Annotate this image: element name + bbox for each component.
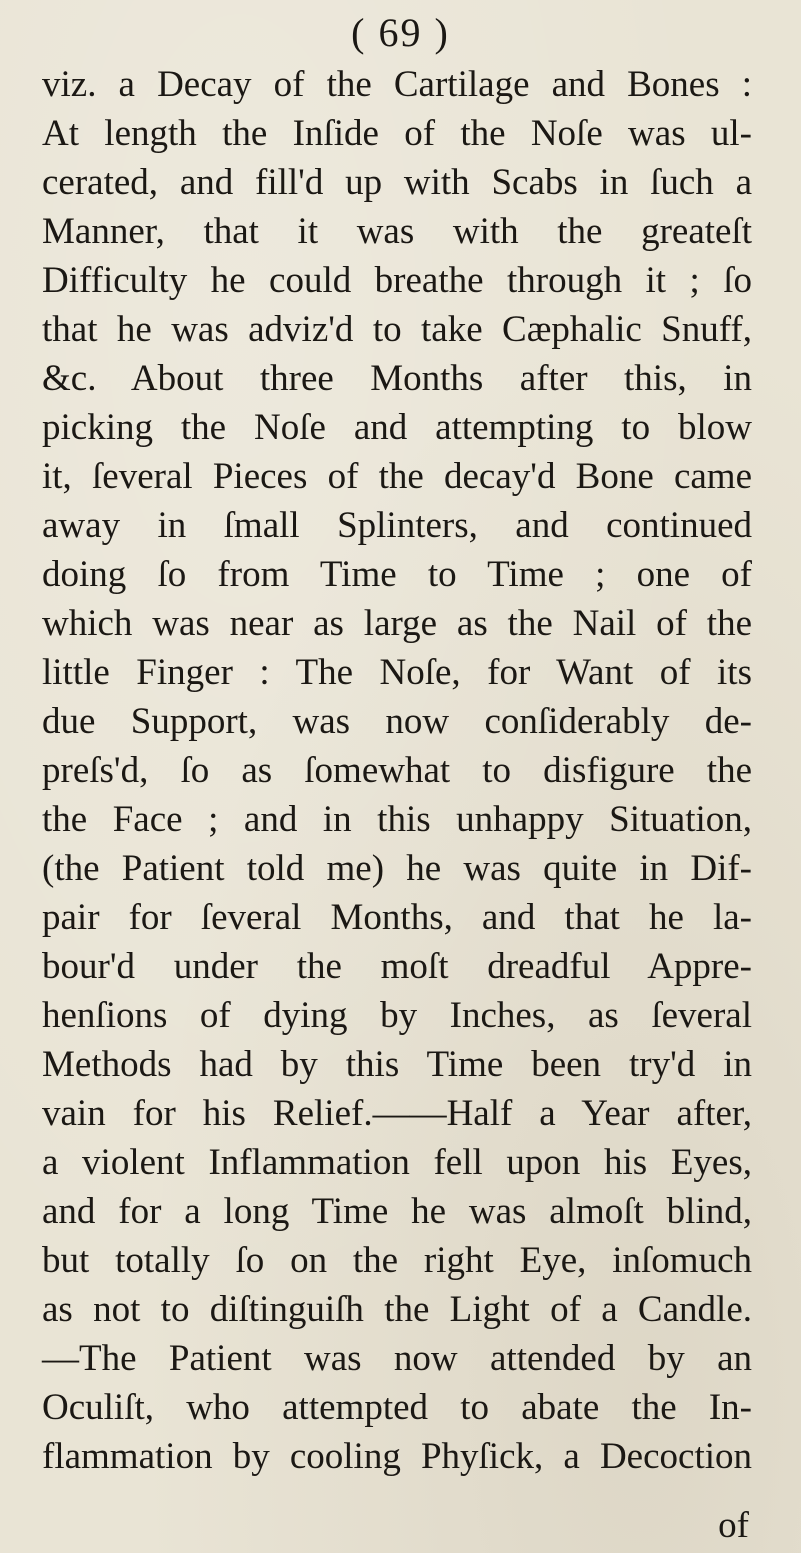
text-line: that he was adviz'd to take Cæphalic Snuff, [42, 309, 752, 350]
text-line: At length the Inſide of the Noſe was ul- [42, 113, 752, 154]
text-line: little Finger : The Noſe, for Want of its [42, 652, 752, 693]
text-line: a violent Inflammation fell upon his Eyes, [42, 1142, 752, 1183]
text-line: vain for his Relief.——Half a Year after, [42, 1093, 752, 1134]
text-line: Difficulty he could breathe through it ; ſo [42, 260, 752, 301]
text-line: and for a long Time he was almoſt blind, [42, 1191, 752, 1232]
text-line: henſions of dying by Inches, as ſeveral [42, 995, 752, 1036]
text-line: flammation by cooling Phyſick, a Decoction [42, 1436, 752, 1477]
text-line: due Support, was now conſiderably de- [42, 701, 752, 742]
page-number: ( 69 ) [351, 10, 450, 55]
text-line: Oculiſt, who attempted to abate the In- [42, 1387, 752, 1428]
text-line: but totally ſo on the right Eye, inſomuch [42, 1240, 752, 1281]
text-line: &c. About three Months after this, in [42, 358, 752, 399]
text-line: away in ſmall Splinters, and continued [42, 505, 752, 546]
text-line: —The Patient was now attended by an [42, 1338, 752, 1379]
text-line: Methods had by this Time been try'd in [42, 1044, 752, 1085]
catchword: of [718, 1505, 749, 1546]
text-line: (the Patient told me) he was quite in Dif- [42, 848, 752, 889]
text-line: pair for ſeveral Months, and that he la- [42, 897, 752, 938]
text-line: Manner, that it was with the greateſt [42, 211, 752, 252]
text-line: picking the Noſe and attempting to blow [42, 407, 752, 448]
text-line: as not to diſtinguiſh the Light of a Candle. [42, 1289, 752, 1330]
body-text [42, 60, 752, 1481]
text-line: which was near as large as the Nail of the [42, 603, 752, 644]
text-line: cerated, and fill'd up with Scabs in ſuch a [42, 162, 752, 203]
text-line: viz. a Decay of the Cartilage and Bones : [42, 64, 752, 105]
text-line: doing ſo from Time to Time ; one of [42, 554, 752, 595]
text-line: it, ſeveral Pieces of the decay'd Bone came [42, 456, 752, 497]
text-line: the Face ; and in this unhappy Situation, [42, 799, 752, 840]
text-line: bour'd under the moſt dreadful Appre- [42, 946, 752, 987]
text-line: preſs'd, ſo as ſomewhat to disfigure the [42, 750, 752, 791]
